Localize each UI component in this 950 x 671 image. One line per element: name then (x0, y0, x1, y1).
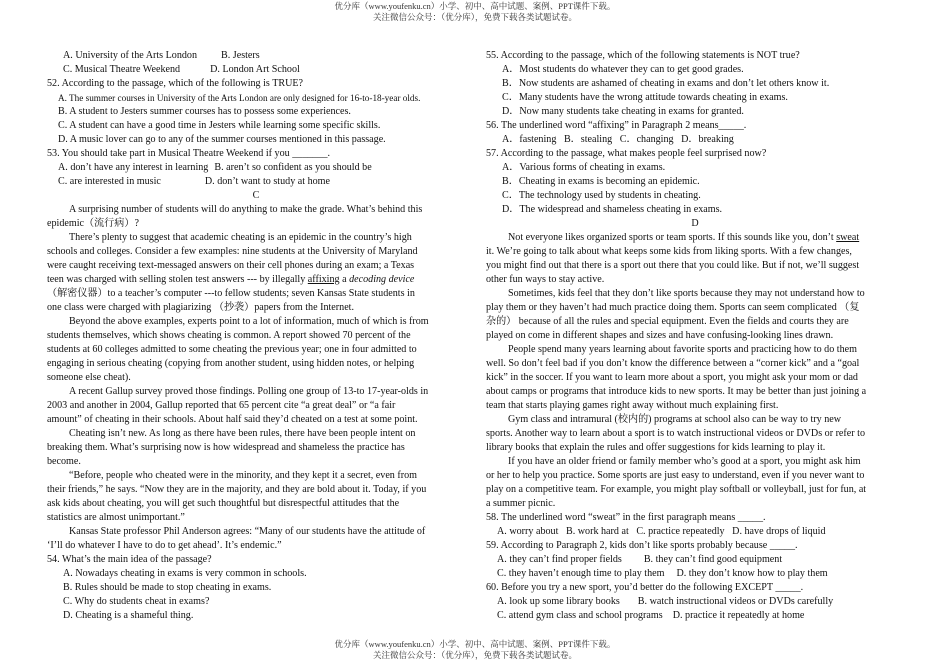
q59-options-ab (486, 553, 904, 567)
passage-c-line: students themselves, which shows cheating is common. A report showed 70 percent of the (47, 330, 411, 341)
section-d-heading: D (691, 218, 699, 229)
passage-d-line: it. We’re going to talk about what keeps some kids from liking sports. With a few changes, (486, 246, 852, 257)
footer-line-1: 优分库（www.youfenku.cn）小学、初中、高中试题、案例、PPT课件下载。 (334, 639, 616, 649)
q55-option-c: C．Many students have the wrong attitude towards cheating in exams. (502, 92, 788, 103)
page-header (0, 1, 950, 23)
passage-d-line: play them or they haven’t had much practice doing them. Sports can seem complicated （复 (486, 302, 860, 313)
q52-option-d: D. A music lover can go to any of the summer courses mentioned in this passage. (58, 134, 386, 145)
passage-d-line: or her to help you practice. Some sports are just easy to understand, even if you never want to (486, 470, 865, 481)
q54-stem: 54. What’s the main idea of the passage? (47, 554, 212, 565)
passage-d-line: well. So don’t feel bad if you don’t know the difference between a “corner kick” and a “goal (486, 358, 860, 369)
q53-option-c: C. are interested in music (58, 176, 161, 187)
passage-c-line (47, 273, 465, 287)
passage-c-line: ask kids about cheating, you will get such thoughtful but disrespectful attitudes that the (47, 498, 400, 509)
q59-stem: 59. According to Paragraph 2, kids don’t like sports probably because _____. (486, 540, 798, 551)
passage-d-line: 杂的） because of all the rules and special equipment. Even the fields and courts they are (486, 316, 849, 327)
q59-option-b: B. they can’t find good equipment (643, 554, 783, 565)
passage-c-line: Beyond the above examples, experts point to a lot of information, much of which is from (69, 316, 429, 327)
passage-d-line: about camps or programs that introduce kids to new sports. It may be better than just joining a (486, 386, 867, 397)
q52-stem: 52. According to the passage, which of the following is TRUE? (47, 78, 304, 89)
passage-c-text: teen was charged with selling stolen test answers --- by illegally (47, 274, 308, 285)
passage-c-line: statistics are almost unimportant.” (47, 512, 185, 523)
q56-stem: 56. The underlined word “affixing” in Paragraph 2 means_____. (486, 120, 747, 131)
q54-option-c: C. Why do students cheat in exams? (63, 596, 210, 607)
q53-options-cd (47, 175, 465, 189)
q54-option-a: A. Nowadays cheating in exams is very common in schools. (63, 568, 307, 579)
passage-d-line: other fun ways to stay active. (486, 274, 605, 285)
passage-d-line (486, 231, 904, 245)
passage-d-line: Sometimes, kids feel that they don’t like sports because they may not understand how to (508, 288, 865, 299)
q55-option-a: A．Most students do whatever they can to get good grades. (502, 64, 744, 75)
passage-c-line: （解密仪器）to a teacher’s computer ---to fellow students; seven Kansas State students in (47, 288, 415, 299)
q53-stem: 53. You should take part in Musical Theatre Weekend if you _______. (47, 148, 331, 159)
q57-option-d: D．The widespread and shameless cheating in exams. (502, 204, 723, 215)
passage-c-line: become. (47, 456, 81, 467)
passage-c-line: A recent Gallup survey proved those findings. Polling one group of 13-to 17-year-olds in (69, 386, 429, 397)
passage-c-line: There’s plenty to suggest that academic cheating is an epidemic in the country’s high (69, 232, 412, 243)
q53-option-b: B. aren’t so confident as you should be (214, 162, 372, 173)
q53-option-a: A. don’t have any interest in learning (58, 162, 209, 173)
q52-option-b: B. A student to Jesters summer courses has to possess some experiences. (58, 106, 351, 117)
q59-option-d: D. they don’t know how to play them (676, 568, 828, 579)
passage-c-line: were caught receiving text-messaged answers on their cell phones during an exam; a Texas (47, 260, 415, 271)
passage-c-line: “Before, people who cheated were in the minority, and they kept it a secret, even from (69, 470, 418, 481)
q57-stem: 57. According to the passage, what makes people feel surprised now? (486, 148, 767, 159)
passage-d-line: Gym class and intramural (校内的) programs at school also can be way to try new (508, 414, 842, 425)
header-line-2: 关注微信公众号：（优分库），免费下载各类试题试卷。 (372, 12, 577, 22)
passage-c-line: A surprising number of students will do anything to make the grade. What’s behind this (69, 204, 423, 215)
q60-option-a: A. look up some library books (497, 596, 620, 607)
section-c-heading: C (252, 190, 260, 201)
passage-d-line: If you have an older friend or family member who’s good at a sport, you might ask him (508, 456, 861, 467)
passage-d-line: play on a competitive team. For example, you might play softball or volleyball, just for fun, at (486, 484, 867, 495)
q60-options-cd (486, 609, 904, 623)
passage-c-line: engaging in serious cheating (copying from another student, using hidden notes, or helping (47, 358, 415, 369)
passage-d-line: kick” in the soccer. If you want to learn more about a sport, you might ask your mom or dad (486, 372, 858, 383)
passage-d-line: People spend many years learning about favorite sports and practicing how to do them (508, 344, 857, 355)
q55-stem: 55. According to the passage, which of the following statements is NOT true? (486, 50, 800, 61)
passage-c-line: ‘I’ll do whatever I have to do to get ahead’. It’s endemic.” (47, 540, 282, 551)
passage-d-line: sports. Another way to learn about a sport is to watch instructional videos or DVDs or refer to (486, 428, 865, 439)
q59-options-cd (486, 567, 904, 581)
passage-c-line: one class were charged with plagiarizing （抄袭）papers from the Internet. (47, 302, 355, 313)
q52-option-c: C. A student can have a good time in Jesters while learning some specific skills. (58, 120, 381, 131)
underlined-word-sweat: sweat (836, 232, 860, 243)
passage-c-line: breaking them. What’s surprising now is how widespread and shameless the practice has (47, 442, 405, 453)
q51-option-b: B. Jesters (221, 50, 260, 61)
q54-option-b: B. Rules should be made to stop cheating in exams. (63, 582, 272, 593)
passage-d-line: a summer picnic. (486, 498, 556, 509)
q60-option-b: B. watch instructional videos or DVDs carefully (637, 596, 834, 607)
q51-option-a: A. University of the Arts London (63, 50, 198, 61)
q53-options-ab (47, 161, 465, 175)
q52-option-a: A. The summer courses in University of the Arts London are only designed for 16-to-18-year olds. (58, 93, 421, 103)
passage-c-line: Cheating isn’t new. As long as there have been rules, there have been people intent on (69, 428, 416, 439)
passage-c-text: a (339, 274, 350, 285)
left-column (47, 49, 465, 623)
q57-option-c: C．The technology used by students in cheating. (502, 190, 701, 201)
footer-line-2: 关注微信公众号：（优分库），免费下载各类试题试卷。 (372, 650, 577, 660)
q56-options: A．fastening B．stealing C．changing D．breaking (502, 134, 734, 145)
passage-d-text: Not everyone likes organized sports or team sports. If this sounds like you, don’t (508, 232, 837, 243)
q55-option-d: D．Now many students take cheating in exams for granted. (502, 106, 744, 117)
passage-d-line: played on come in different shapes and sizes and have confusing-looking lines drawn. (486, 330, 834, 341)
q51-options-ab (47, 49, 465, 63)
passage-c-line: someone else cheat). (47, 372, 131, 383)
q59-option-c: C. they haven’t enough time to play them (497, 568, 665, 579)
q60-options-ab (486, 595, 904, 609)
q57-option-b: B．Cheating in exams is becoming an epidemic. (502, 176, 700, 187)
q60-option-d: D. practice it repeatedly at home (672, 610, 805, 621)
page-footer (0, 639, 950, 661)
q60-option-c: C. attend gym class and school programs (497, 610, 663, 621)
q60-stem: 60. Before you try a new sport, you’d better do the following EXCEPT _____. (486, 582, 804, 593)
q53-option-d: D. don’t want to study at home (204, 176, 331, 187)
header-line-1: 优分库（www.youfenku.cn）小学、初中、高中试题、案例、PPT课件下载。 (334, 1, 616, 11)
q51-option-c: C. Musical Theatre Weekend (63, 64, 181, 75)
passage-c-line: amount” of cheating in their schools. About half said they’d cheated on a test at some point. (47, 414, 418, 425)
passage-c-line: their friends,” he says. “Now they are in the majority, and they are bold about it. Today, if you (47, 484, 427, 495)
passage-d-line: team that starts playing games right away without much explaining first. (486, 400, 779, 411)
q51-options-cd (47, 63, 465, 77)
passage-d (486, 231, 904, 511)
q58-options: A. worry about B. work hard at C. practice repeatedly D. have drops of liquid (497, 526, 826, 537)
q54-option-d: D. Cheating is a shameful thing. (63, 610, 194, 621)
q59-option-a: A. they can’t find proper fields (497, 554, 622, 565)
q55-option-b: B．Now students are ashamed of cheating in exams and don’t let others know it. (502, 78, 830, 89)
passage-c (47, 203, 465, 553)
q51-option-d: D. London Art School (210, 64, 300, 75)
passage-c-line: schools and colleges. Consider a few examples: nine students at the University of Maryland (47, 246, 418, 257)
right-column (486, 49, 904, 623)
passage-c-line: students at 60 colleges admitted to some cheating the previous year; one in four admitted to (47, 344, 417, 355)
passage-c-line: Kansas State professor Phil Anderson agrees: “Many of our students have the attitude of (69, 526, 426, 537)
italic-decoding-device: decoding device (349, 274, 415, 285)
q58-stem: 58. The underlined word “sweat” in the first paragraph means _____. (486, 512, 766, 523)
passage-c-line: 2003 and another in 2004, Gallup reported that 65 percent cite “a great deal” or “a fair (47, 400, 396, 411)
underlined-word-affixing: affixing (307, 274, 340, 285)
passage-c-line: epidemic（流行病）? (47, 218, 139, 229)
passage-d-line: library books that explain the rules and offer suggestions for kids learning to play it. (486, 442, 826, 453)
passage-d-line: you might find out that there is a sport out there that you could like. But if not, we’ll suggest (486, 260, 860, 271)
q57-option-a: A．Various forms of cheating in exams. (502, 162, 666, 173)
